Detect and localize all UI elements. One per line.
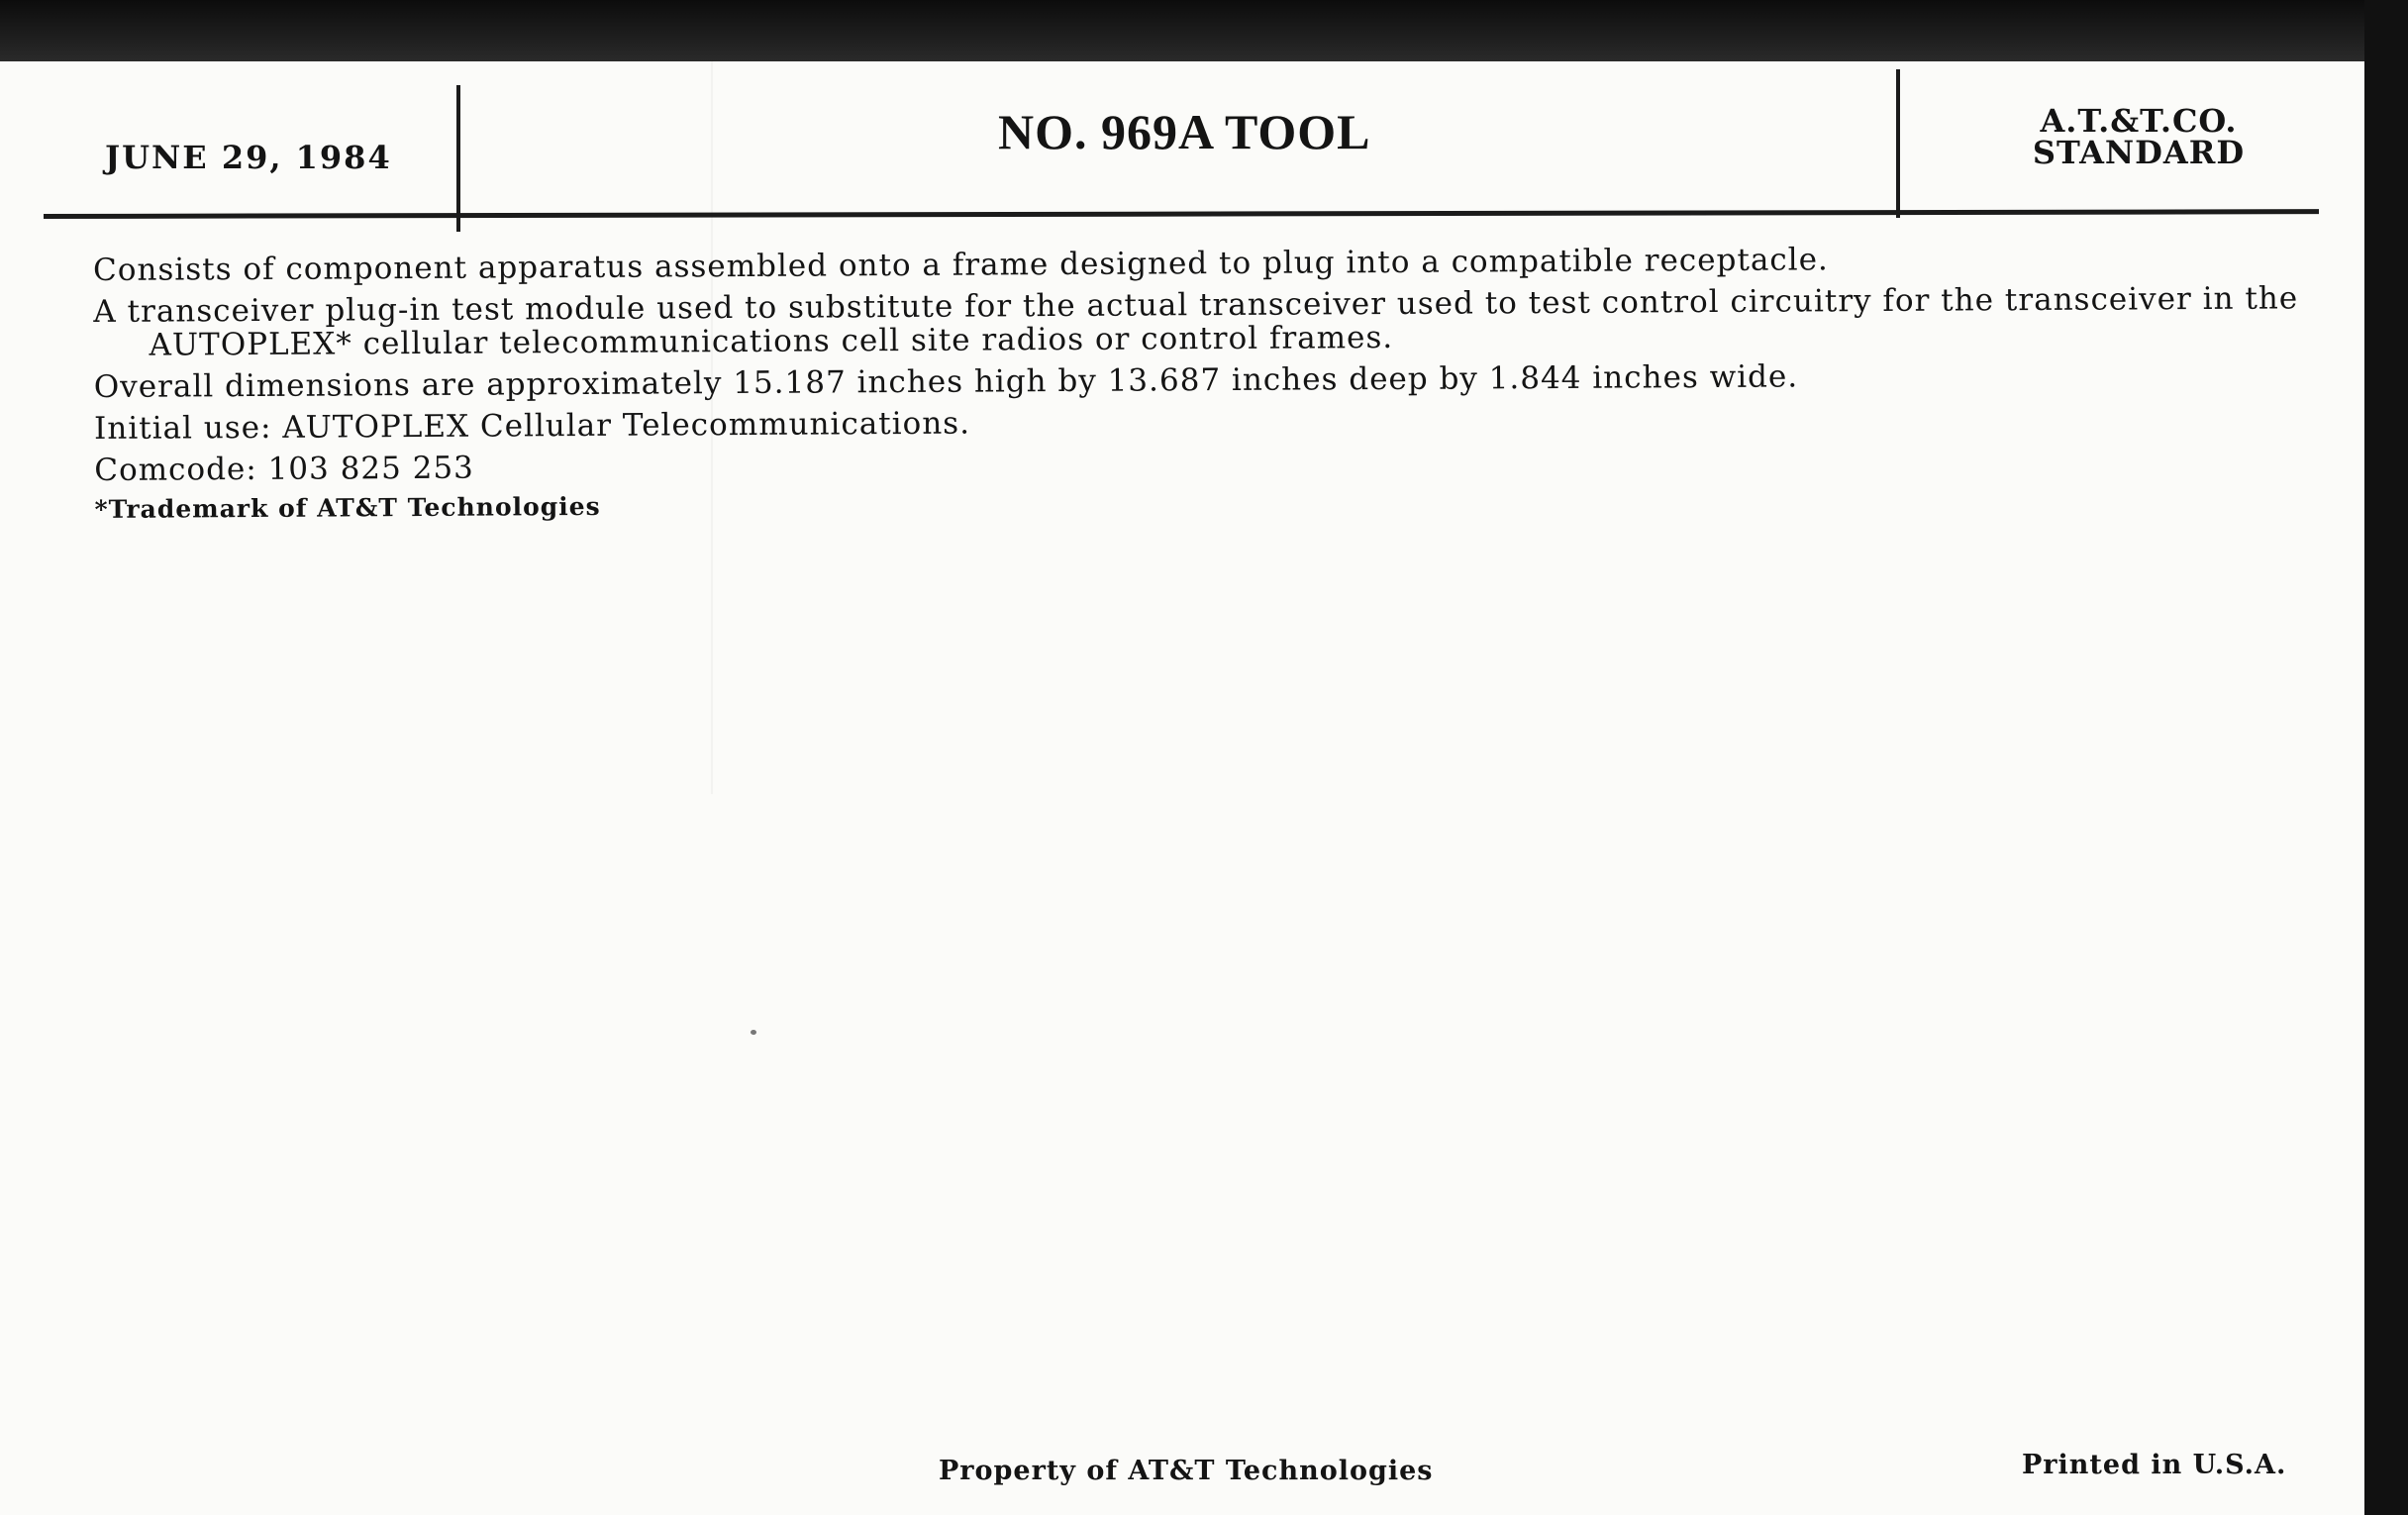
description-body [93, 240, 2303, 524]
paragraph-purpose: A transceiver plug-in test module used to substitute for the actual transceiver used to test control circuitry for the transceiver in the AUTOPLEX* cellular telecommunications cell site radios or control frames. [93, 280, 2299, 363]
header-divider-left [456, 85, 460, 232]
standard-label [2010, 102, 2267, 171]
paper-speck [751, 1030, 756, 1035]
document-date: JUNE 29, 1984 [105, 139, 392, 176]
paragraph-composition: Consists of component apparatus assembled onto a frame designed to plug into a compatible receptacle. [92, 242, 1829, 288]
paragraph-dimensions: Overall dimensions are approximately 15.187 inches high by 13.687 inches deep by 1.844 inches wide. [93, 358, 1799, 405]
footer-printed: Printed in U.S.A. [2022, 1450, 2287, 1480]
standard-label-line2: STANDARD [2032, 134, 2246, 171]
scan-border-right [2364, 0, 2408, 1515]
document-title: NO. 969A TOOL [998, 104, 1371, 159]
paragraph-comcode: Comcode: 103 825 253 [94, 450, 474, 488]
footer-property: Property of AT&T Technologies [939, 1456, 1434, 1486]
paragraph-initial-use: Initial use: AUTOPLEX Cellular Telecommunications. [93, 405, 971, 447]
trademark-footnote: *Trademark of AT&T Technologies [94, 491, 601, 524]
header-divider-right [1896, 69, 1900, 218]
standard-label-line1: A.T.&T.CO. [2040, 102, 2238, 140]
scan-border-top [0, 0, 2408, 61]
